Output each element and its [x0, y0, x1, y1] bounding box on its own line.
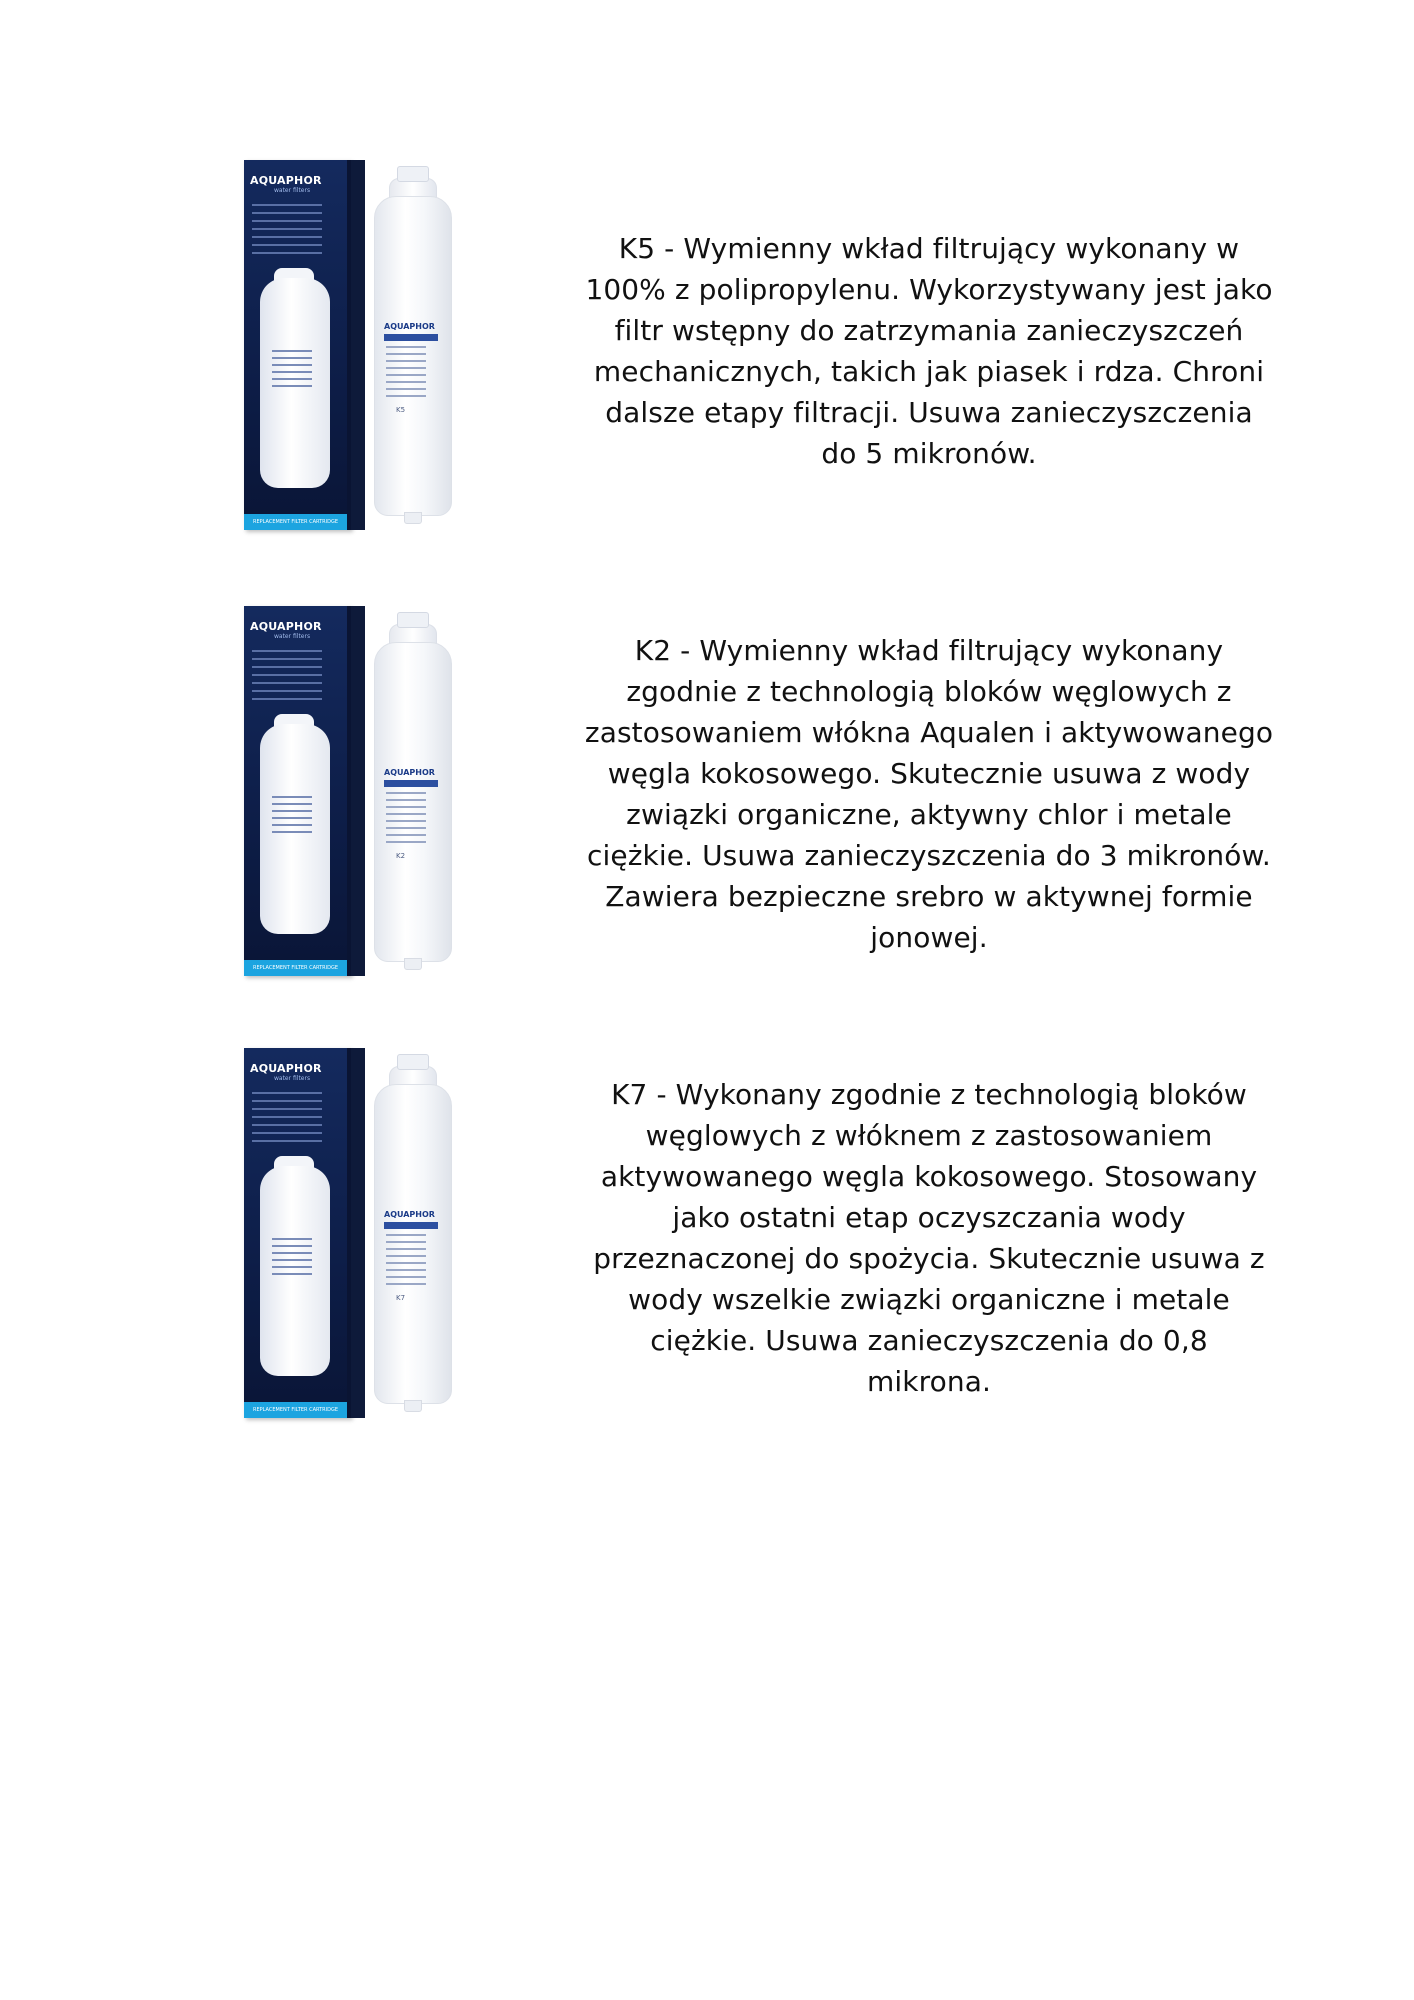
cartridge-logo: AQUAPHOR: [384, 1210, 435, 1219]
cartridge-code: K7: [396, 1294, 406, 1302]
cartridge-foot: [404, 1400, 422, 1412]
product-photo-k7: [244, 1040, 584, 1420]
box-cartridge-label: [272, 796, 312, 846]
product-row-k5: [244, 152, 1274, 572]
box-stripe: REPLACEMENT FILTER CARTRIDGE: [244, 514, 347, 530]
cartridge-tag: [384, 780, 438, 787]
box-bullets: [252, 650, 322, 706]
cartridge-foot: [404, 958, 422, 970]
cartridge-cap: [397, 1054, 429, 1070]
cartridge-lines: [386, 792, 426, 848]
box-subtitle: water filters: [274, 187, 311, 194]
product-box: [244, 160, 351, 530]
cartridge-k2: [362, 598, 462, 978]
product-photo-k2: [244, 598, 584, 978]
product-box: [244, 1048, 351, 1418]
box-stripe: REPLACEMENT FILTER CARTRIDGE: [244, 960, 347, 976]
product-description-k2: [584, 598, 1274, 978]
box-subtitle: water filters: [274, 633, 311, 640]
product-box: [244, 606, 351, 976]
cartridge-cap: [397, 166, 429, 182]
product-description-k5: [584, 152, 1274, 572]
cartridge-lines: [386, 1234, 426, 1290]
box-brand: AQUAPHOR: [250, 620, 322, 633]
cartridge-k7: [362, 1040, 462, 1420]
description-text: K7 - Wykonany zgodnie z technologią bloków węglowych z włóknem z zastosowaniem aktywowanego węgla kokosowego. Stosowany jako ostatni etap oczyszczania wody przeznaczonej do spożycia. Skutecznie usuwa z wody wszelkie związki organiczne i metale ciężkie. Usuwa zanieczyszczenia do 0,8 mikrona.: [593, 1078, 1265, 1398]
box-bullets: [252, 204, 322, 260]
box-cartridge-label: [272, 1238, 312, 1288]
cartridge-code: K5: [396, 406, 406, 414]
box-bullets: [252, 1092, 322, 1148]
cartridge-lines: [386, 346, 426, 402]
box-brand: AQUAPHOR: [250, 174, 322, 187]
box-brand: AQUAPHOR: [250, 1062, 322, 1075]
cartridge-code: K2: [396, 852, 406, 860]
product-description-k7: [584, 1040, 1274, 1420]
cartridge-logo: AQUAPHOR: [384, 322, 435, 331]
box-cartridge-label: [272, 350, 312, 400]
cartridge-logo: AQUAPHOR: [384, 768, 435, 777]
product-photo-k5: [244, 152, 584, 572]
cartridge-tag: [384, 1222, 438, 1229]
product-row-k2: [244, 598, 1274, 978]
box-stripe: REPLACEMENT FILTER CARTRIDGE: [244, 1402, 347, 1418]
product-row-k7: [244, 1040, 1274, 1420]
description-text: K2 - Wymienny wkład filtrujący wykonany zgodnie z technologią bloków węglowych z zastosowaniem włókna Aqualen i aktywowanego węgla kokosowego. Skutecznie usuwa z wody związki organiczne, aktywny chlor i metale ciężkie. Usuwa zanieczyszczenia do 3 mikronów. Zawiera bezpieczne srebro w aktywnej formie jonowej.: [584, 634, 1274, 954]
box-subtitle: water filters: [274, 1075, 311, 1082]
cartridge-foot: [404, 512, 422, 524]
description-text: K5 - Wymienny wkład filtrujący wykonany w 100% z polipropylenu. Wykorzystywany jest jako filtr wstępny do zatrzymania zanieczyszczeń mechanicznych, takich jak piasek i rdza. Chroni dalsze etapy filtracji. Usuwa zanieczyszczenia do 5 mikronów.: [585, 232, 1273, 470]
cartridge-k5: [362, 152, 462, 532]
cartridge-tag: [384, 334, 438, 341]
cartridge-cap: [397, 612, 429, 628]
